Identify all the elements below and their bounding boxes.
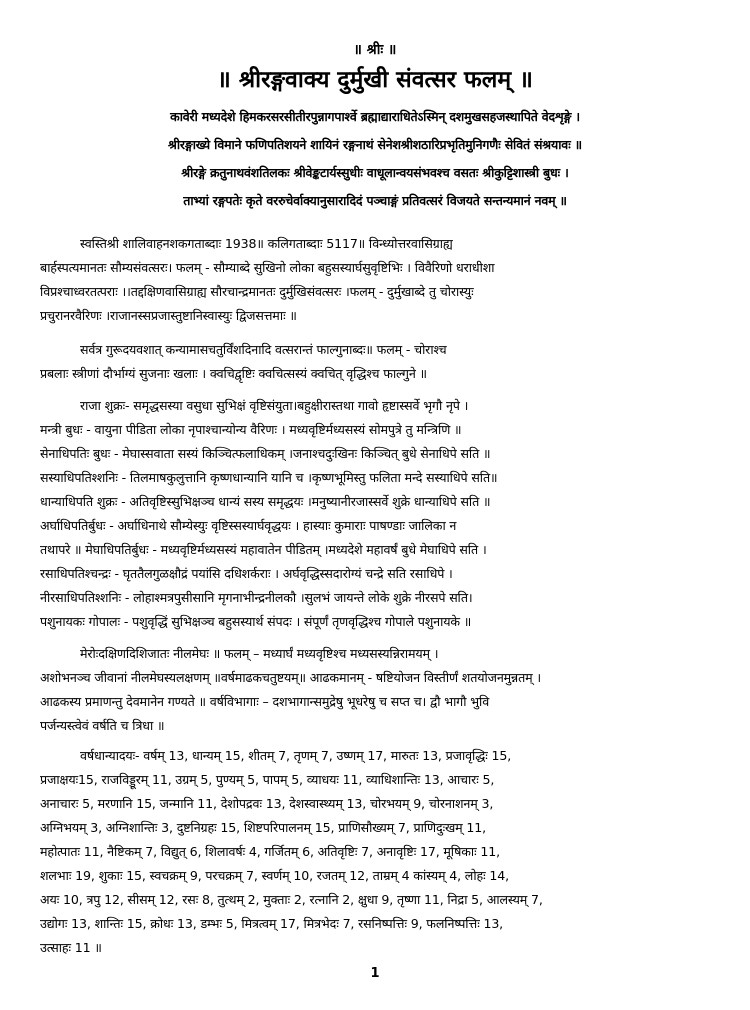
intro-line: श्रीरङ्गाख्ये विमाने फणिपतिशयने शायिनं रङ्गनाथं सेनेशश्रीशठारिप्रभृतिमुनिगणैः सेवितं संश्रयावः ॥: [168, 137, 582, 152]
text-line: शलभाः 19, शुकाः 15, स्वचक्रम् 9, परचक्रम् 7, स्वर्णम् 10, रजतम् 12, ताम्रम् 4 कांस्यम् 4, लोहः 14,: [40, 868, 509, 883]
paragraph-megha: [40, 642, 700, 738]
text-line: महोत्पातः 11, नैष्टिकम् 7, विद्युत् 6, शिलावर्षः 4, गर्जितम् 6, अतिवृष्टिः 7, अनावृष्टिः 17, मूषिकाः 11,: [40, 844, 500, 859]
text-line: प्रबलाः स्त्रीणां दौर्भाग्यं सुजनाः खलाः । क्वचिद्वृष्टिः क्वचित्सस्यं क्वचित् वृद्धिश्च फाल्गुने ॥: [40, 366, 427, 381]
text-line: उद्योगः 13, शान्तिः 15, क्रोधः 13, डम्भः 5, मित्रत्वम् 17, मित्रभेदः 7, रसनिष्पत्तिः 9, फलनिष्पत्तिः 13,: [40, 916, 504, 931]
intro-line: कावेरी मध्यदेशे हिमकरसरसीतीरपुन्नागपार्श्वे ब्रह्माद्याराधितेऽस्मिन् दशमुखसहजस्थापिते वेदशृङ्गे ।: [170, 109, 580, 124]
text-line: स्वस्तिश्री शालिवाहनशकगताब्दाः 1938॥ कलिगताब्दाः 5117॥ विन्ध्योत्तरवासिग्राह्य: [80, 236, 453, 251]
text-line: पशुनायकः गोपालः - पशुवृद्धिं सुभिक्षञ्च बहुसस्यार्थ संपदः । संपूर्णं तृणवृद्धिश्च गोपाले पशुनायके ॥: [40, 614, 472, 629]
text-line: वर्षधान्यादयः- वर्षम् 13, धान्यम् 15, शीतम् 7, तृणम् 7, उष्णम् 17, मारुतः 13, प्रजावृद्धिः 15,: [80, 748, 512, 763]
paragraph-varsha-dhanya: [40, 744, 700, 960]
text-line: मेरोःदक्षिणदिशिजातः नीलमेघः ॥ फलम् – मध्यार्घं मध्यवृष्टिश्च मध्यसस्यन्निरामयम् ।: [80, 646, 439, 661]
text-line: सस्याधिपतिश्शनिः - तिलमाषकुलुत्तानि कृष्णधान्यानि यानि च ।कृष्णभूमिस्तु फलिता मन्दे सस्याधिपे सति॥: [40, 470, 498, 485]
text-line: अनाचारः 5, मरणानि 15, जन्मानि 11, देशोपद्रवः 13, देशस्वास्थ्यम् 13, चोरभयम् 9, चोरनाशनम् 3,: [40, 796, 494, 811]
text-line: पर्जन्यस्त्वेवं वर्षति च त्रिधा ॥: [40, 718, 165, 733]
text-line: अर्घाधिपतिर्बुधः - अर्घाधिनाथे सौम्येस्युः वृष्टिस्सस्यार्घवृद्धयः । हास्याः कुमाराः पाषण्डाः जालिका न: [40, 518, 457, 533]
text-line: मन्त्री बुधः - वायुना पीडिता लोका नृपाश्चान्योन्य वैरिणः । मध्यवृष्टिर्मध्यसस्यं सोमपुत्रे तु मन्त्रिणि ॥: [40, 422, 462, 437]
paragraph-samvatsara: [40, 232, 700, 328]
text-line: अग्निभयम् 3, अग्निशान्तिः 3, दुष्टनिग्रहः 15, शिष्टपरिपालनम् 15, प्राणिसौख्यम् 7, प्राणिदुःखम् 11,: [40, 820, 486, 835]
text-line: उत्साहः 11 ॥: [40, 940, 102, 955]
text-line: बार्हस्पत्यमानतः सौम्यसंवत्सरः। फलम् - सौम्याब्दे सुखिनो लोका बहुसस्यार्घसुवृष्टिभिः । विवैरिणो धराधीशा: [40, 260, 495, 275]
text-line: अशोभनञ्च जीवानां नीलमेघस्यलक्षणम् ॥वर्षमाढकचतुष्टयम्॥ आढकमानम् - षष्टियोजन विस्तीर्णं शतयोजनमुन्नतम् ।: [40, 670, 541, 685]
paragraph-rulers: [40, 394, 700, 634]
page-title: ॥ श्रीरङ्गवाक्य दुर्मुखी संवत्सर फलम् ॥: [217, 67, 533, 93]
text-line: नीरसाधिपतिश्शनिः - लोहाश्मत्रपुसीसानि मृगनाभीन्द्रनीलकौ ।सुलभं जायन्ते लोके शुक्रे नीरसपे सति।: [40, 590, 473, 605]
text-line: अयः 10, त्रपु 12, सीसम् 12, रसः 8, तुत्थम् 2, मुक्ताः 2, रत्नानि 2, क्षुधा 9, तृष्णा 11, निद्रा 5, आलस्यम् 7,: [40, 892, 543, 907]
text-line: सेनाधिपतिः बुधः - मेघास्सवाता सस्यं किञ्चित्फलाधिकम् ।जनाश्चदुःखिनः किञ्चित् बुधे सेनाधिपे सति ॥: [40, 446, 491, 461]
text-line: रसाधिपतिश्चन्द्रः - घृततैलगुळक्षौद्रं पयांसि दधिशर्कराः । अर्घवृद्धिस्सदारोग्यं चन्द्रे सति रसाधिपे ।: [40, 566, 453, 581]
text-line: आढकस्य प्रमाणन्तु देवमानेन गण्यते ॥ वर्षविभागाः – दशभागान्समुद्रेषु भूधरेषु च सप्त च। द्वौ भागौ भुवि: [40, 694, 490, 709]
intro-line: ताभ्यां रङ्गपतेः कृते वररुचेर्वाक्यानुसारादिदं पञ्चाङ्गं प्रतिवत्सरं विजयते सन्तन्यमानं नवम् ॥: [183, 193, 567, 208]
intro-verse: [60, 103, 690, 215]
invocation: ॥ श्रीः ॥: [353, 42, 397, 58]
paragraph-phalguna: [40, 338, 700, 386]
text-line: धान्याधिपति शुक्रः - अतिवृष्टिस्सुभिक्षञ्च धान्यं सस्य समृद्धयः ।मनुष्यानीरजास्सर्वे शुक्रे धान्याधिपे सति ॥: [40, 494, 491, 509]
text-line: प्रचुरानरवैरिणः ।राजानस्सप्रजास्तुष्टानिस्वास्युः द्विजसत्तमाः ॥: [40, 308, 297, 323]
text-line: विप्रश्चाध्वरतत्पराः ।।तद्दक्षिणवासिग्राह्य सौरचान्द्रमानतः दुर्मुखिसंवत्सरः ।फलम् - दुर्मुखाब्दे तु चोरास्युः: [40, 284, 474, 299]
text-line: राजा शुक्रः- समृद्धसस्या वसुधा सुभिक्षं वृष्टिसंयुता।बहुक्षीरास्तथा गावो हृष्टास्सर्वे भृगौ नृपे ।: [80, 398, 469, 413]
page-number: 1: [370, 966, 380, 981]
intro-line: श्रीरङ्गे क्रतुनाथवंशतिलकः श्रीवेङ्कटार्यस्सुधीः वाधूलान्वयसंभवश्च वसतः श्रीकुट्टिशास्त्री बुधः ।: [181, 165, 569, 180]
text-line: प्रजाक्षयः15, राजविड्डूरम् 11, उग्रम् 5, पुण्यम् 5, पापम् 5, व्याधयः 11, व्याधिशान्तिः 13, आचारः 5,: [40, 772, 495, 787]
text-line: सर्वत्र गुरूदयवशात् कन्यामासचतुर्विंशदिनादि वत्सरान्तं फाल्गुनाब्दः॥ फलम् - चोराश्च: [80, 342, 447, 357]
text-line: तथापरे ॥ मेघाधिपतिर्बुधः - मध्यवृष्टिर्मध्यसस्यं महावातेन पीडितम् ।मध्यदेशे महावर्षं बुधे मेघाधिपे सति ।: [40, 542, 487, 557]
